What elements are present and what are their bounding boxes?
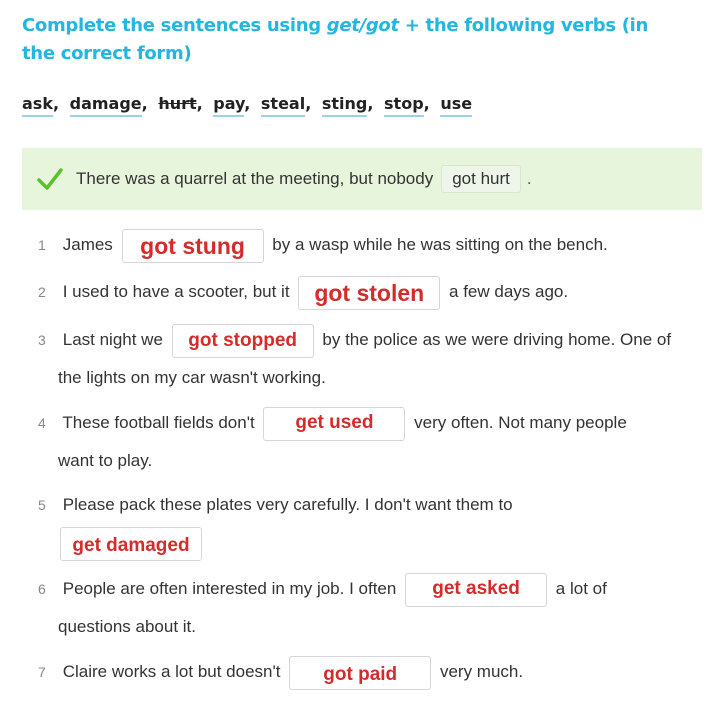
answer-input-7[interactable]: got paid — [289, 656, 431, 690]
question-number: 6 — [38, 581, 46, 597]
question-number: 5 — [38, 497, 46, 513]
answer-input-3[interactable]: got stopped — [172, 324, 314, 358]
answer-input-2[interactable]: got stolen — [298, 276, 440, 310]
instruction-text: Complete the sentences using — [22, 15, 327, 36]
verb-sting: sting — [322, 94, 368, 117]
verb-ask: ask — [22, 94, 53, 117]
example-end: . — [526, 169, 532, 188]
verb-list: ask, damage, hurt, pay, steal, sting, stop, use — [22, 94, 472, 113]
example-row — [22, 148, 702, 210]
question-5-answer-row — [60, 527, 202, 561]
question-number: 2 — [38, 284, 46, 300]
example-sentence: There was a quarrel at the meeting, but nobody — [76, 169, 434, 188]
question-6: 6 People are often interested in my job. I often get asked a lot of — [38, 570, 607, 608]
question-3-continuation: the lights on my car wasn't working. — [58, 368, 326, 387]
question-7: 7 Claire works a lot but doesn't got paid very much. — [38, 653, 523, 691]
instruction-text-end: + the following verbs (in the correct form) — [22, 15, 649, 64]
check-icon — [36, 165, 64, 193]
answer-input-4[interactable]: get used — [263, 407, 405, 441]
question-number: 1 — [38, 237, 46, 253]
question-3: 3 Last night we got stopped by the police as we were driving home. One of — [38, 321, 671, 359]
verb-stop: stop — [384, 94, 424, 117]
answer-input-5[interactable]: get damaged — [60, 527, 202, 561]
verb-damage: damage — [70, 94, 142, 117]
verb-use: use — [440, 94, 472, 117]
verb-steal: steal — [261, 94, 305, 117]
question-6-continuation: questions about it. — [58, 617, 196, 636]
question-number: 7 — [38, 664, 46, 680]
question-4-continuation: want to play. — [58, 451, 153, 470]
question-5: 5 Please pack these plates very carefully. I don't want them to — [38, 486, 513, 524]
answer-input-1[interactable]: got stung — [122, 229, 264, 263]
exercise-instruction — [22, 12, 682, 68]
question-number: 4 — [38, 415, 46, 431]
instruction-emphasis: get/got — [326, 15, 399, 36]
answer-input-6[interactable]: get asked — [405, 573, 547, 607]
example-answer: got hurt — [441, 165, 521, 193]
question-2: 2 I used to have a scooter, but it got stolen a few days ago. — [38, 273, 568, 311]
question-1: 1 James got stung by a wasp while he was sitting on the bench. — [38, 226, 608, 264]
question-number: 3 — [38, 332, 46, 348]
verb-hurt-used: hurt — [158, 94, 197, 113]
question-4: 4 These football fields don't get used very often. Not many people — [38, 404, 627, 442]
verb-pay: pay — [213, 94, 244, 117]
